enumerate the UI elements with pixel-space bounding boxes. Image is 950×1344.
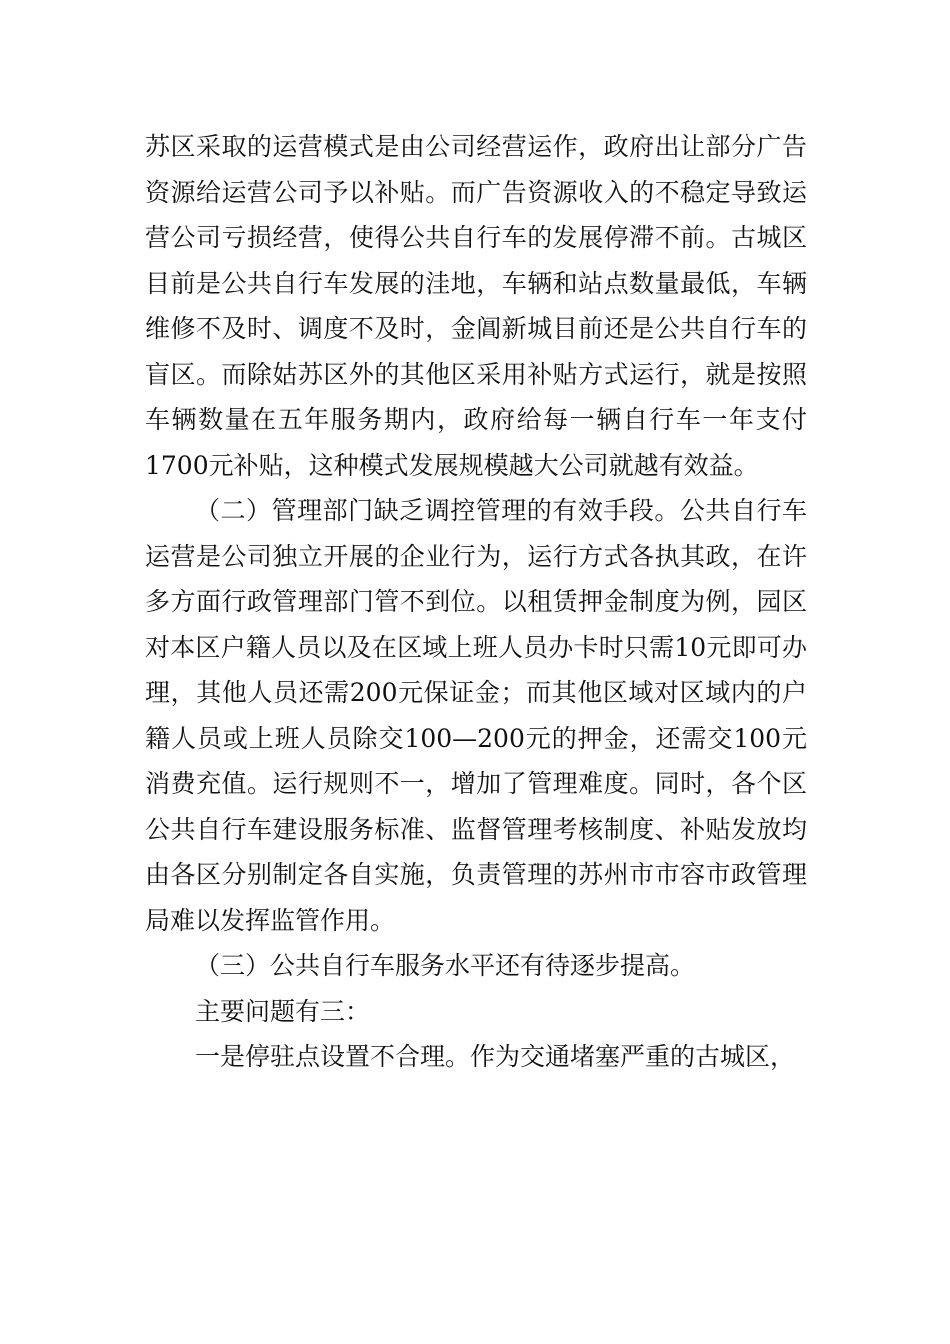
paragraph-management-dept: （二）管理部门缺乏调控管理的有效手段。公共自行车运营是公司独立开展的企业行为，运行方式各执其政，在许多方面行政管理部门管不到位。以租赁押金制度为例，园区对本区户籍人员以及在区域上班人员办卡时只需10元即可办理，其他人员还需200元保证金；而其他区域对区域内的户籍人员或上班人员除交100—200元的押金，还需交100元消费充值。运行规则不一，增加了管理难度。同时，各个区公共自行车建设服务标准、监督管理考核制度、补贴发放均由各区分别制定各自实施，负责管理的苏州市市容市政管理局难以发挥监管作用。 xyxy=(145,496,807,935)
paragraph-issue-one: 一是停驻点设置不合理。作为交通堵塞严重的古城区， xyxy=(195,1042,796,1071)
document-page xyxy=(145,124,807,1080)
paragraph-main-issues: 主要问题有三： xyxy=(195,996,371,1026)
paragraph-service-level-heading: （三）公共自行车服务水平还有待逐步提高。 xyxy=(195,951,696,980)
paragraph-bike-operating-model: 苏区采取的运营模式是由公司经营运作，政府出让部分广告资源给运营公司予以补贴。而广告资源收入的不稳定导致运营公司亏损经营，使得公共自行车的发展停滞不前。古城区目前是公共自行车发展的洼地，车辆和站点数量最低，车辆维修不及时、调度不及时，金阊新城目前还是公共自行车的盲区。而除姑苏区外的其他区采用补贴方式运行，就是按照车辆数量在五年服务期内，政府给每一辆自行车一年支付1700元补贴，这种模式发展规模越大公司就越有效益。 xyxy=(145,132,807,480)
